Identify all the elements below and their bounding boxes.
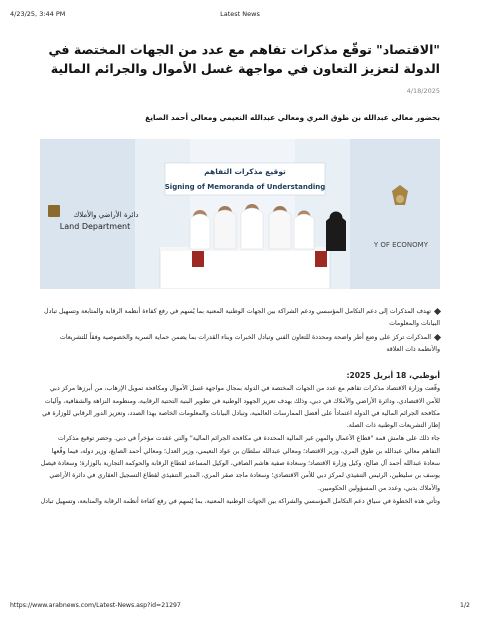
- article-subhead: بحضور معالي عبدالله بن طوق المري ومعالي عبدالله النعيمي ومعالي أحمد الصايغ: [145, 113, 440, 122]
- bullet-diamond-icon: [434, 333, 441, 340]
- print-footer: [10, 602, 470, 612]
- article-photo: [40, 139, 440, 289]
- article-paragraph: وقّعت وزارة الاقتصاد مذكرات تفاهم مع عدد من الجهات المختصة في الدولة بمجال مواجهة غسل الأموال ومكافحة تمويل الإرهاب، من أبرزها مركز دبي للأمن الاقتصادي، ودائرة الأراضي والأملاك في دبي، وذلك بهدف تعزيز الجهود الوطنية في تطوير البنية التحتية الرقابية، ومنظومة النزاهة والشفافية، وآليات مكافحة الجرائم المالية في الدولة اعتماداً على أفضل الممارسات العالمية، وتبادل البيانات والمعلومات الخاصة بهذا الصدد، وتعزيز الدور الرقابي للوزارة في إطار التشريعات الوطنية ذات الصلة.: [42, 385, 440, 430]
- backdrop-title-en: Signing of Memoranda of Understanding: [164, 183, 326, 191]
- right-logo-en: Y OF ECONOMY: [373, 241, 428, 249]
- left-logo-ar: دائرة الأراضي والأملاك: [73, 211, 139, 219]
- backdrop-title-ar: توقيع مذكرات التفاهم: [204, 167, 286, 176]
- article-highlights: [40, 306, 440, 356]
- article-date: 4/18/2025: [406, 87, 440, 95]
- print-page-number: 1/2: [460, 602, 470, 609]
- print-url: https://www.arabnews.com/Latest-News.asp?id=21297: [10, 602, 181, 609]
- highlight-text: المذكرات تركز على وضع أطر واضحة ومحددة للتعاون الفني وتبادل الخبرات وبناء القدرات بما يضمن حماية السرية والخصوصية وفقاً للتشريعات والأنظمة ذات العلاقة: [59, 334, 440, 353]
- print-page-title: Latest News: [220, 10, 260, 18]
- article-headline: "الاقتصاد" توقّع مذكرات تفاهم مع عدد من الجهات المختصة في الدولة لتعزيز التعاون في مواجهة غسل الأموال والجرائم المالية: [48, 42, 440, 76]
- article-dateline: أبوظبي، 18 أبريل 2025:: [346, 371, 440, 380]
- article-paragraph: وتأتي هذه الخطوة في سياق دعم التكامل المؤسسي والشراكة بين الجهات الوطنية المعنية، بما يُسهم في رفع كفاءة أنظمة الرقابة والمتابعة، وتسهيل تبادل: [40, 497, 440, 505]
- signing-table: [160, 249, 330, 289]
- bullet-diamond-icon: [434, 307, 441, 314]
- print-header: [10, 10, 470, 20]
- article-paragraph: جاء ذلك على هامش قمة "قطاع الأعمال والمهن غير المالية المحددة في مكافحة الجرائم المالية" والتي عقدت مؤخراً في دبي. وحضر توقيع مذكرات التفاهم معالي عبدالله بن طوق المري، وزير الاقتصاد؛ ومعالي عبدالله سلطان بن عواد النعيمي، وزير العدل؛ ومعالي أحمد الصايغ، وزير دولة، فيما وقّعها سعادة عبدالله أحمد آل صالح، وكيل وزارة الاقتصاد؛ وسعادة صفية هاشم الصافي، الوكيل المساعد لقطاع الرقابة والحوكمة التجارية بالوزارة؛ وسعادة فيصل يوسف بن سليطين، الرئيس التنفيذي لمركز دبي للأمن الاقتصادي؛ وسعادة ماجد صقر المري، المدير التنفيذي لقطاع التسجيل العقاري في دائرة الأراضي والأملاك بدبي، وعدد من المسؤولين الحكوميين.: [40, 435, 440, 492]
- highlight-item: [40, 332, 440, 356]
- print-datetime: 4/23/25, 3:44 PM: [10, 10, 66, 18]
- article-body: [40, 370, 440, 508]
- left-logo-en: Land Department: [59, 222, 131, 231]
- article: [40, 40, 440, 509]
- highlight-item: [40, 306, 440, 330]
- highlight-text: تهدف المذكرات إلى دعم التكامل المؤسسي ودعم الشراكة بين الجهات الوطنية المعنية بما يُسهم في رفع كفاءة أنظمة الرقابة والمتابعة وتسهيل تبادل البيانات والمعلومات: [44, 308, 440, 327]
